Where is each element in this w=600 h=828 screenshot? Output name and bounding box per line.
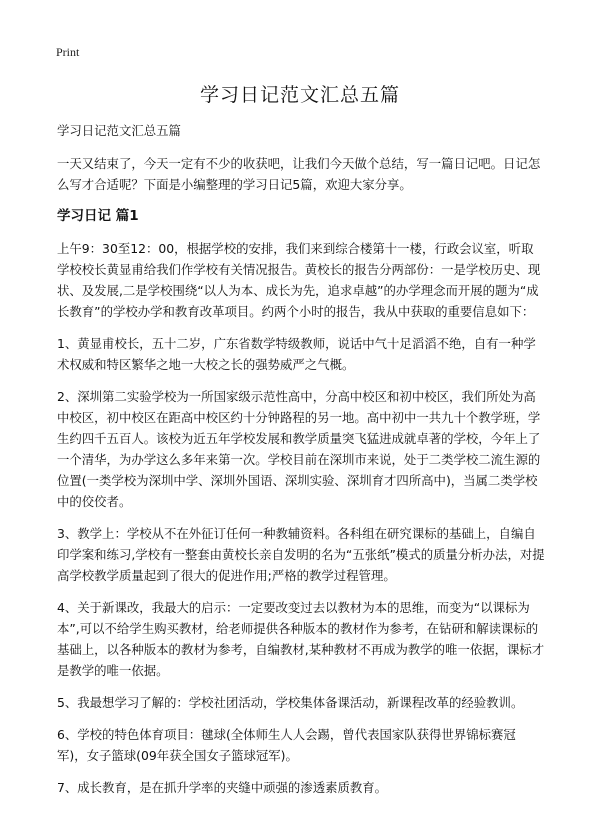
section-heading: 学习日记 篇1 xyxy=(57,208,139,224)
paragraph: 7、成长教育，是在抓升学率的夹缝中顽强的渗透素质教育。 xyxy=(57,780,388,795)
intro-paragraph: 一天又结束了，今天一定有不少的收获吧，让我们今天做个总结，写一篇日记吧。日记怎么写才合适呢？下面是小编整理的学习日记5篇，欢迎大家分享。 xyxy=(57,156,541,192)
paragraph: 上午9：30至12：00，根据学校的安排，我们来到综合楼第十一楼，行政会议室，听取学校校长黄显甫给我们作学校有关情况报告。黄校长的报告分两部份：一是学校历史、现状、及发展,二是学校围绕“以人为本、成长为先，追求卓越”的办学理念而开展的题为“成长教育”的学校办学和教育改革项目。约两个小时的报告，我从中获取的重要信息如下： xyxy=(57,241,541,319)
paragraph: 1、黄显甫校长，五十二岁，广东省数学特级教师，说话中气十足滔滔不绝，自有一种学术权威和特区繁华之地一大校之长的强势威严之气概。 xyxy=(57,336,536,372)
paragraph: 2、深圳第二实验学校为一所国家级示范性高中，分高中校区和初中校区，我们所处为高中校区，初中校区在距高中校区约十分钟路程的另一地。高中初中一共九十个教学班，学生约四千五百人。该校为近五年学校发展和教学质量突飞猛进成就卓著的学校，今年上了一个清华，为办学这么多年来第一次。学校目前在深圳市来说，处于二类学校二流生源的位置(一类学校为深圳中学、深圳外国语、深圳实验、深圳育才四所高中)，当属二类学校中的佼佼者。 xyxy=(57,389,541,509)
print-link[interactable]: Print xyxy=(56,45,80,59)
paragraph: 5、我最想学习了解的：学校社团活动，学校集体备课活动，新课程改革的经验教训。 xyxy=(57,695,524,710)
paragraph: 6、学校的特色体育项目：毽球(全体师生人人会踢，曾代表国家队获得世界锦标赛冠军)，女子篮球(09年获全国女子篮球冠军)。 xyxy=(57,727,516,763)
page-title: 学习日记范文汇总五篇 xyxy=(199,84,400,106)
paragraph: 3、教学上：学校从不在外征订任何一种教辅资料。各科组在研究课标的基础上，自编自印学案和练习,学校有一整套由黄校长亲自发明的名为“五张纸”模式的质量分析办法，对提高学校教学质量起到了很大的促进作用;严格的教学过程管理。 xyxy=(57,526,545,583)
paragraph: 4、关于新课改，我最大的启示：一定要改变过去以教材为本的思维，而变为“以课标为本”,可以不给学生购买教材，给老师提供各种版本的教材作为参考，在钻研和解读课标的基础上，以各种版本的教材为参考，自编教材,某种教材不再成为教学的唯一依据，课标才是教学的唯一依据。 xyxy=(57,600,545,678)
article-subtitle: 学习日记范文汇总五篇 xyxy=(57,123,181,138)
article-body xyxy=(57,120,545,809)
